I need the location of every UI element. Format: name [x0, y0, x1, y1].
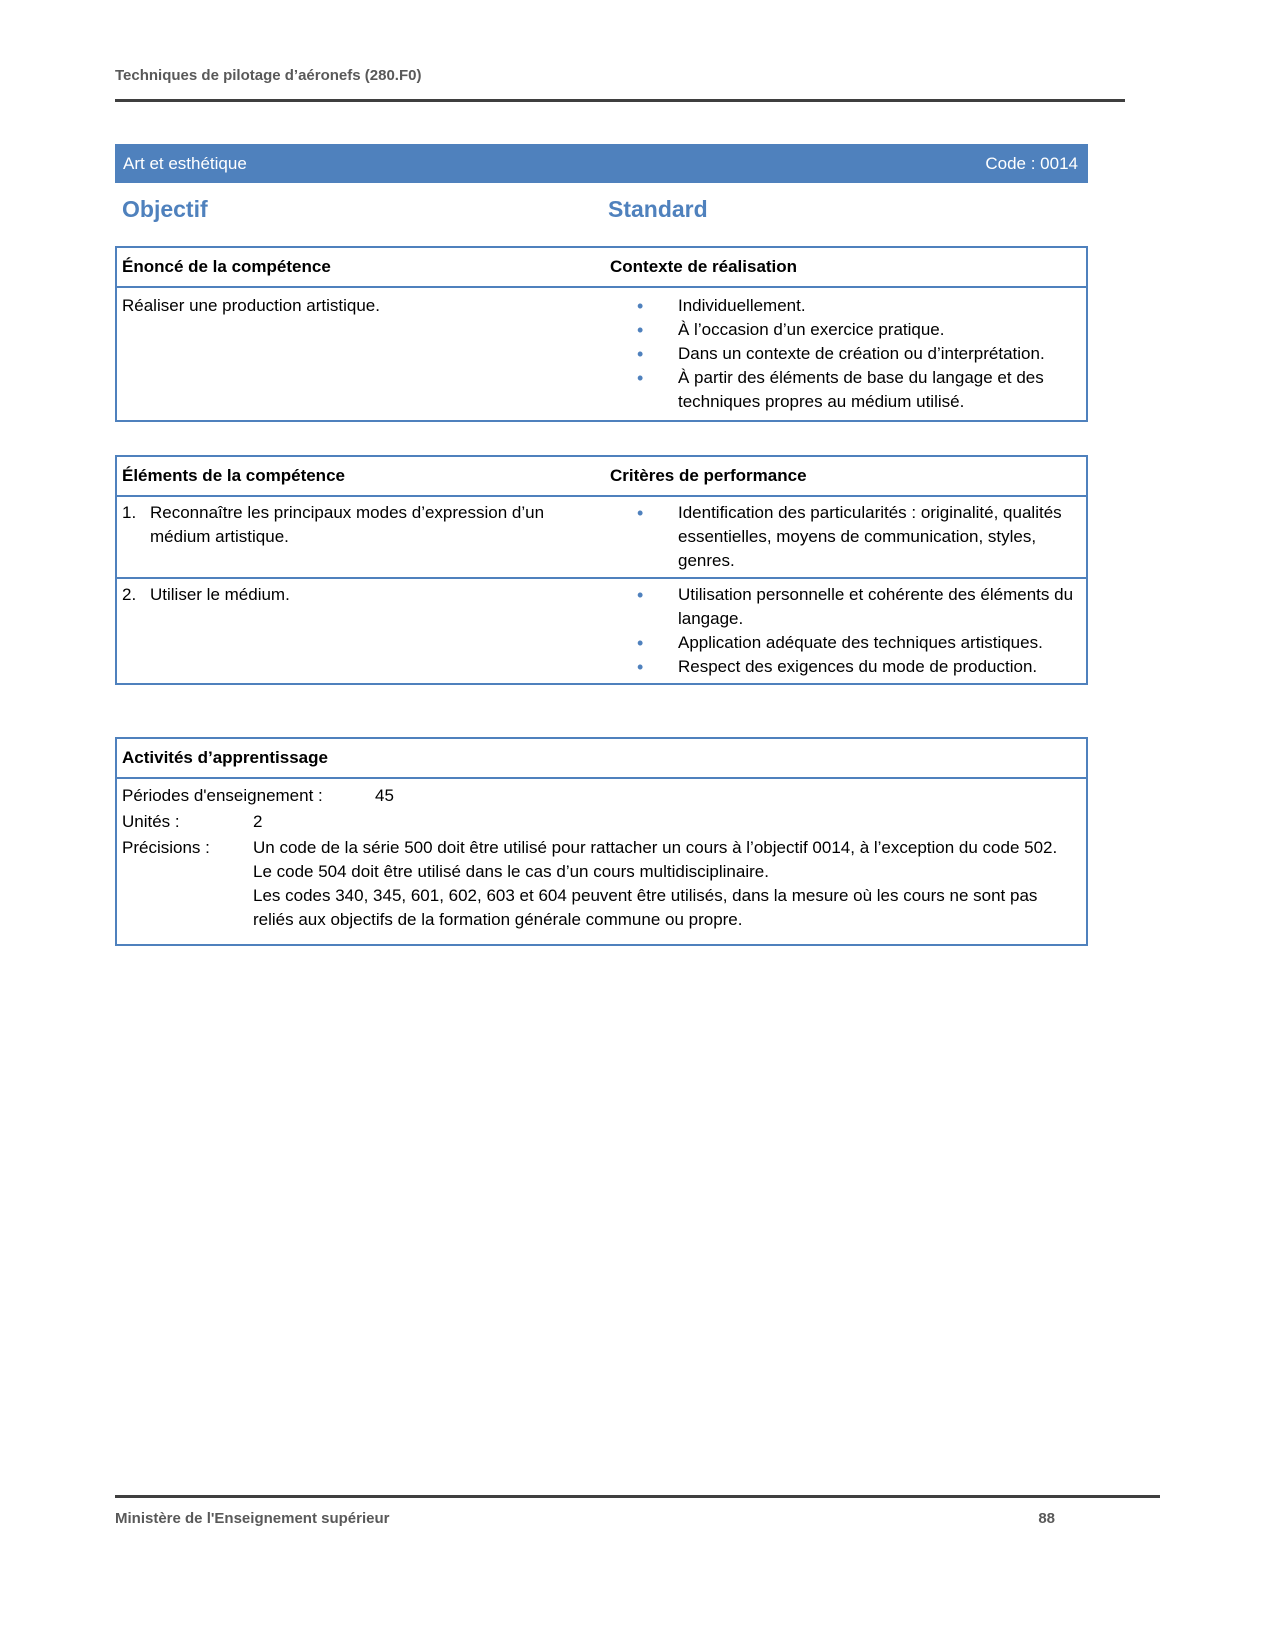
competence-box-header — [117, 248, 1086, 288]
competence-box-body — [117, 288, 1086, 420]
context-bullet-item: • À partir des éléments de base du langage et des techniques propres au médium utilisé. — [610, 366, 1076, 414]
banner-code: Code : 0014 — [985, 153, 1078, 173]
element-row — [117, 577, 1086, 683]
contexte-header: Contexte de réalisation — [610, 257, 798, 276]
page-header — [115, 64, 1125, 102]
precisions-label: Précisions : — [122, 838, 210, 857]
context-bullet-item: • À l’occasion d’un exercice pratique. — [610, 318, 1076, 342]
element-text: Utiliser le médium. — [150, 585, 290, 604]
criteria-cell — [610, 583, 1086, 679]
element-number: 1. — [122, 503, 137, 522]
precisions-paragraph: Les codes 340, 345, 601, 602, 603 et 604 peuvent être utilisés, dans la mesure où les cours ne sont pas reliés aux objectifs de la formation générale commune ou propre. — [253, 886, 1038, 929]
footer-page-number: 88 — [1038, 1510, 1055, 1527]
activities-body — [117, 779, 1086, 944]
element-cell — [117, 583, 610, 679]
page-header-title: Techniques de pilotage d’aéronefs (280.F0) — [115, 67, 422, 84]
criteria-cell — [610, 501, 1086, 573]
context-bullet-list — [610, 294, 1076, 414]
column-headings — [115, 197, 1088, 229]
criteria-bullet-list — [610, 501, 1076, 573]
periods-row — [122, 784, 1078, 808]
elements-box — [115, 455, 1088, 685]
periods-label: Périodes d'enseignement : — [122, 786, 323, 805]
banner-title: Art et esthétique — [123, 153, 247, 173]
units-row — [122, 810, 1078, 834]
footer-ministry: Ministère de l'Enseignement supérieur — [115, 1510, 390, 1527]
page-footer — [115, 1495, 1160, 1531]
section-banner — [115, 144, 1088, 183]
enonce-header: Énoncé de la compétence — [122, 257, 331, 276]
element-cell — [117, 501, 610, 573]
periods-value: 45 — [375, 786, 394, 805]
criteres-header: Critères de performance — [610, 466, 807, 485]
criteria-bullet-item: • Utilisation personnelle et cohérente des éléments du langage. — [610, 583, 1076, 631]
precisions-paragraph: Le code 504 doit être utilisé dans le cas d’un cours multidisciplinaire. — [253, 862, 769, 881]
elements-box-header — [117, 457, 1086, 497]
precisions-row — [122, 836, 1078, 932]
heading-standard: Standard — [608, 196, 708, 222]
element-number: 2. — [122, 585, 137, 604]
precisions-text — [253, 836, 1078, 932]
activities-box — [115, 737, 1088, 946]
heading-objectif: Objectif — [122, 196, 208, 222]
contexte-cell — [610, 294, 1086, 414]
context-bullet-item: • Dans un contexte de création ou d’interprétation. — [610, 342, 1076, 366]
element-row — [117, 497, 1086, 577]
criteria-bullet-item: • Identification des particularités : originalité, qualités essentielles, moyens de communication, styles, genres. — [610, 501, 1076, 573]
units-label: Unités : — [122, 812, 180, 831]
criteria-bullet-list — [610, 583, 1076, 679]
competence-statement: Réaliser une production artistique. — [122, 296, 380, 315]
elements-header: Éléments de la compétence — [122, 466, 345, 485]
element-text: Reconnaître les principaux modes d’expression d’un médium artistique. — [150, 503, 545, 546]
context-bullet-item: • Individuellement. — [610, 294, 1076, 318]
criteria-bullet-item: • Respect des exigences du mode de production. — [610, 655, 1076, 679]
competence-box — [115, 246, 1088, 422]
activities-header: Activités d’apprentissage — [117, 739, 1086, 779]
precisions-paragraph: Un code de la série 500 doit être utilisé pour rattacher un cours à l’objectif 0014, à l’exception du code 502. — [253, 838, 1058, 857]
criteria-bullet-item: • Application adéquate des techniques artistiques. — [610, 631, 1076, 655]
units-value: 2 — [253, 812, 263, 831]
